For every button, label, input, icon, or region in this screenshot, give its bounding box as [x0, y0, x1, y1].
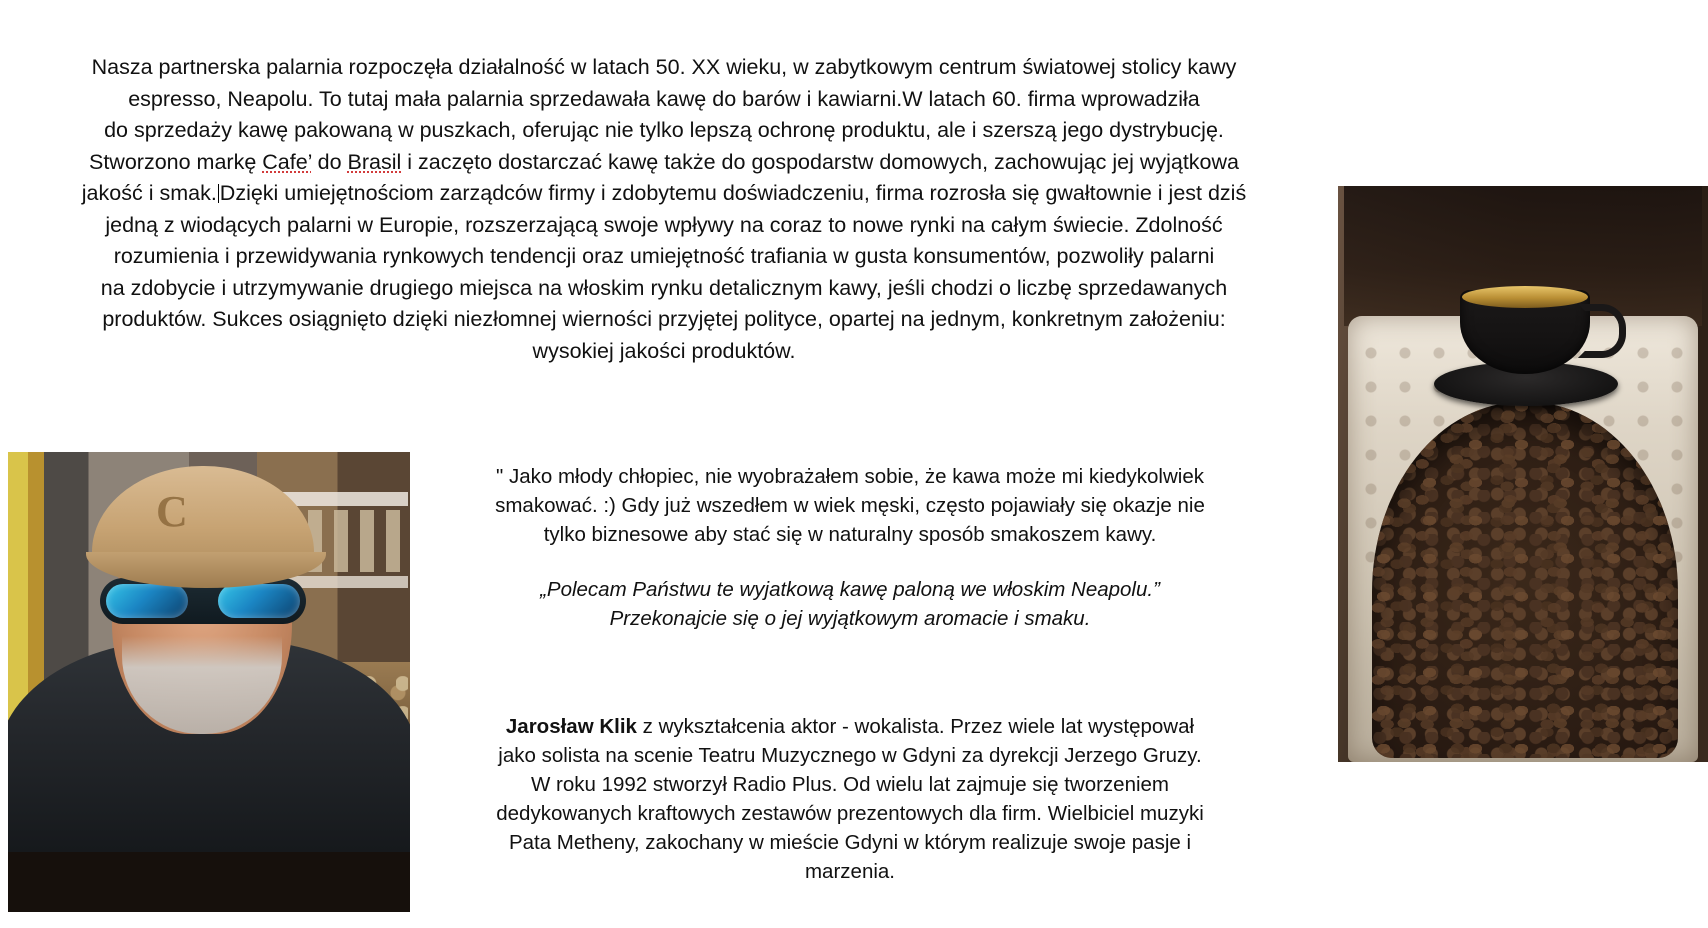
intro-line-4-part-b: do: [311, 149, 348, 174]
bio-line-5: Pata Metheny, zakochany w mieście Gdyni w którym realizuje swoje pasje i: [508, 831, 1192, 854]
cup-handle: [1578, 304, 1626, 358]
spellcheck-word-cafe: Cafe’: [262, 149, 312, 174]
intro-line-9: produktów. Sukces osiągnięto dzięki niezłomnej wierności przyjętej polityce, opartej na jednym, konkretnym założeniu:: [102, 307, 1226, 331]
bio-line-6: marzenia.: [804, 860, 895, 883]
bio-line-3: W roku 1992 stworzył Radio Plus. Od wielu lat zajmuje się tworzeniem: [530, 773, 1170, 796]
intro-paragraph: [14, 52, 1314, 367]
intro-line-1: Nasza partnerska palarnia rozpoczęła działalność w latach 50. XX wieku, w zabytkowym centrum światowej stolicy kawy: [91, 55, 1237, 79]
intro-line-4-part-c: i zaczęto dostarczać kawę także do gospodarstw domowych, zachowując jej wyjątkowa: [401, 149, 1239, 174]
author-bio: [420, 712, 1280, 886]
bio-line-1-rest: z wykształcenia aktor - wokalista. Przez wiele lat występował: [636, 715, 1195, 738]
coffee-beans-pile: [1372, 402, 1678, 758]
intro-line-2: espresso, Neapolu. To tutaj mała palarnia sprzedawała kawę do barów i kawiarni.W latach 60. firma wprowadziła: [128, 86, 1200, 111]
intro-line-3: do sprzedaży kawę pakowaną w puszkach, oferując nie tylko lepszą ochronę produktu, ale i szerszą jego dystrybucję.: [104, 118, 1224, 142]
intro-line-6: jedną z wiodących palarni w Europie, rozszerzającą swoje wpływy na coraz to nowe rynki na całym świecie. Zdolność: [105, 212, 1223, 237]
photo-floor-band: [8, 852, 410, 912]
intro-line-5-part-b: Dzięki umiejętnościom zarządców firmy i zdobytemu doświadczeniu, firma rozrosła się gwałtownie i jest dziś: [219, 181, 1247, 205]
intro-line-10: wysokiej jakości produktów.: [532, 338, 796, 363]
coffee-beans-photo: [1338, 186, 1708, 762]
intro-line-4-part-a: Stworzono markę: [88, 149, 263, 174]
text-caret: [218, 184, 219, 203]
sunglasses-right-lens: [218, 584, 300, 618]
intro-line-8: na zdobycie i utrzymywanie drugiego miejsca na włoskim rynku detalicznym kawy, jeśli chodzi o liczbę sprzedawanych: [100, 275, 1228, 300]
portrait-photo: [8, 452, 410, 912]
intro-line-7: rozumienia i przewidywania rynkowych tendencji oraz umiejętność trafiania w gusta konsumentów, pozwoliły palarni: [113, 244, 1215, 268]
author-name: Jarosław Klik: [505, 715, 637, 738]
bio-line-4: dedykowanych kraftowych zestawów prezentowych dla firm. Wielbiciel muzyki: [496, 802, 1204, 825]
quote-italic-line-1: „Polecam Państwu te wyjatkową kawę paloną we włoskim Neapolu.”: [540, 578, 1160, 601]
bio-line-2: jako solista na scenie Teatru Muzycznego w Gdyni za dyrekcji Jerzego Gruzy.: [498, 744, 1202, 767]
quote-italic-recommendation: [420, 575, 1280, 633]
intro-line-5-part-a: jakość i smak.: [81, 181, 217, 205]
quote-line-3: tylko biznesowe aby stać się w naturalny sposób smakoszem kawy.: [543, 523, 1157, 546]
testimonial-quote: [420, 462, 1280, 633]
quote-line-2: smakować. :) Gdy już wszedłem w wiek męski, często pojawiały się okazje nie: [495, 494, 1205, 517]
quote-line-1: " Jako młody chłopiec, nie wyobrażałem sobie, że kawa może mi kiedykolwiek: [496, 465, 1204, 488]
sunglasses-left-lens: [106, 584, 188, 618]
spellcheck-word-brasil: Brasil: [347, 149, 402, 174]
cup-gold-rim: [1462, 286, 1588, 308]
quote-italic-line-2: Przekonajcie się o jej wyjątkowym aromacie i smaku.: [609, 607, 1091, 630]
cap-logo-icon: C: [156, 487, 188, 536]
